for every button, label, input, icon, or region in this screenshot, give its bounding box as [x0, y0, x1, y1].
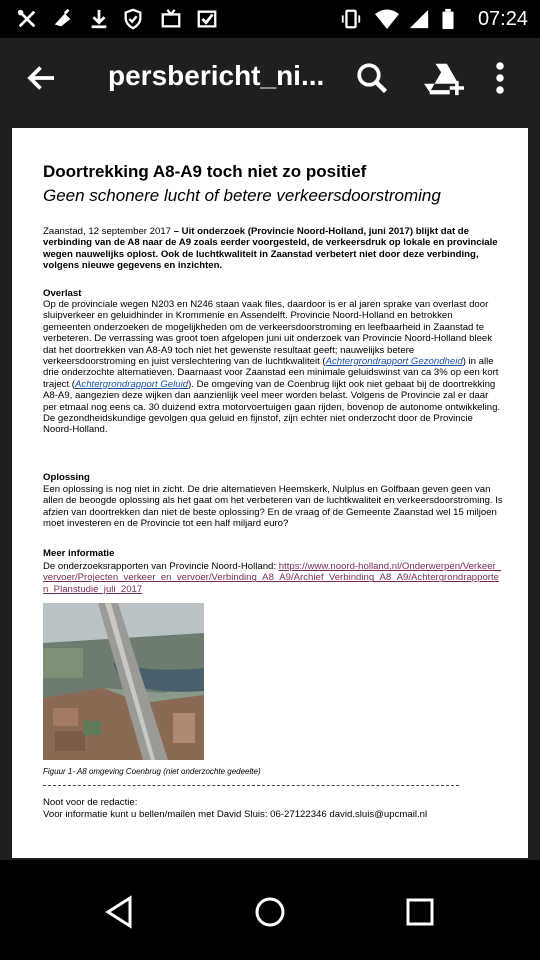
battery-icon [440, 8, 456, 30]
intro-lead: – Uit onderzoek (Provincie Noord-Holland, juni 2017) blijkt dat de verbinding van de A8 naar de A9 zoals eerder voorgesteld, de verkeersdruk op lokale en provinciale wegen nauwelijks oplost. Ook de luchtkwaliteit in Zaanstad verbetert niet door deze verbinding, volgens nieuwe gegevens en inzichten. [43, 226, 498, 272]
signal-icon [408, 8, 430, 30]
overlast-text-1: Op de provinciale wegen N203 en N246 staan vaak files, daardoor is er al jaren sprake van overlast door sluipverkeer en geluidhinder in Krommenie en Assendelft. Provincie Noord-Holland en betrokken gemeenten onderzoeken de mogelijkheden om de verkeersdoorstroming en leefbaarheid in Zaanstad te verbeteren. De verrassing was groot toen afgelopen juni uit onderzoek van Provincie Noord-Holland bleek dat het doortrekken van A8-A9 toch niet het gewenste resultaat geeft; nauwelijks betere verkeersdoorstroming en juist verslechtering van de luchtkwaliteit ( [43, 299, 493, 368]
link-achtergrondrapport-gezondheid[interactable]: Achtergrondrapport Gezondheid [325, 356, 463, 368]
intro-dateline: Zaanstad, 12 september 2017 [43, 226, 172, 237]
vibrate-icon [340, 8, 362, 30]
aerial-photo-image [43, 603, 204, 760]
document-title: persbericht_ni... [108, 60, 325, 91]
clock: 07:24 [477, 8, 528, 30]
aerial-photo-coenbrug [43, 603, 204, 760]
search-icon[interactable] [354, 60, 390, 96]
overlast-paragraph [43, 299, 503, 436]
meer-informatie-text: De onderzoeksrapporten van Provincie Noord-Holland: [43, 561, 279, 572]
editor-note-contact: Voor informatie kunt u bellen/mailen met David Sluis: 06-27122346 david.sluis@upcmail.nl [43, 809, 428, 820]
nav-back-icon[interactable] [100, 892, 140, 932]
overlast-text-3: ). De omgeving van de Coenbrug lijkt ook niet gebaat bij de doortrekking A8-A9, aangezien deze wijken dan aanzienlijk veel meer worden belast. Volgens de Provincie zal er daar per etmaal nog eens ca. 30 duizend extra motorvoertuigen gaan rijden, bovenop de autonome ontwikkeling. De gezondheidskundige gevolgen qua geluid en fijnstof, zijn echter niet onderzocht door de Provincie Noord-Holland. [43, 378, 501, 436]
tools-icon [16, 8, 38, 30]
check-icon [196, 8, 218, 30]
shield-icon [122, 8, 144, 30]
oplossing-heading: Oplossing [43, 472, 90, 483]
meer-informatie-paragraph [43, 561, 503, 595]
document-viewer[interactable] [0, 120, 540, 860]
press-release-subtitle: Geen schonere lucht of betere verkeersdoorstroming [43, 186, 441, 205]
nav-home-icon[interactable] [250, 892, 290, 932]
intro-paragraph [43, 226, 503, 272]
more-vert-icon[interactable] [490, 60, 510, 96]
back-arrow-icon[interactable] [24, 60, 60, 96]
download-icon [88, 8, 110, 30]
separator-line [43, 785, 459, 786]
link-achtergrondrapport-geluid[interactable]: Achtergrondrapport Geluid [75, 378, 189, 390]
press-release-title: Doortrekking A8-A9 toch niet zo positief [43, 162, 367, 181]
app-bar [0, 38, 540, 120]
tv-icon [160, 8, 182, 30]
overlast-text-2: ) in alle drie onderzochte alternatieven. Daarnaast voor Zaanstad een minimale geluidswinst van ca 3% op een kort traject ( [43, 356, 499, 390]
add-to-drive-icon[interactable] [424, 60, 464, 96]
wifi-icon [374, 8, 400, 30]
oplossing-paragraph: Een oplossing is nog niet in zicht. De drie alternatieven Heemskerk, Nulplus en Golfbaan geven geen van allen de beoogde oplossing als het gaat om het verbeteren van de luchtkwaliteit en verkeersdoorstroming. Is afzien van doortrekken dan niet de beste oplossing? En de vraag of de Gemeente Zaanstad wel 15 miljoen moet investeren en de Provincie tot een half miljard euro? [43, 484, 503, 530]
link-noord-holland-reports[interactable]: https://www.noord-holland.nl/Onderwerpen/Verkeer_vervoer/Projecten_verkeer_en_vervoer/Verbinding_A8_A9/Archief_Verbinding_A8_A9/Achtergrondrapporten_Planstudie_juli_2017 [43, 561, 502, 595]
status-bar [0, 0, 540, 38]
figure-caption: Figuur 1- A8 omgeving Coenbrug (niet onderzochte gedeelte) [43, 767, 261, 776]
nav-recents-icon[interactable] [400, 892, 440, 932]
overlast-heading: Overlast [43, 288, 82, 299]
meer-informatie-heading: Meer informatie [43, 548, 115, 559]
editor-note-label: Noot voor de redactie: [43, 797, 138, 808]
navigation-bar [0, 860, 540, 960]
document-page[interactable] [12, 128, 528, 858]
cleaner-icon [52, 8, 74, 30]
